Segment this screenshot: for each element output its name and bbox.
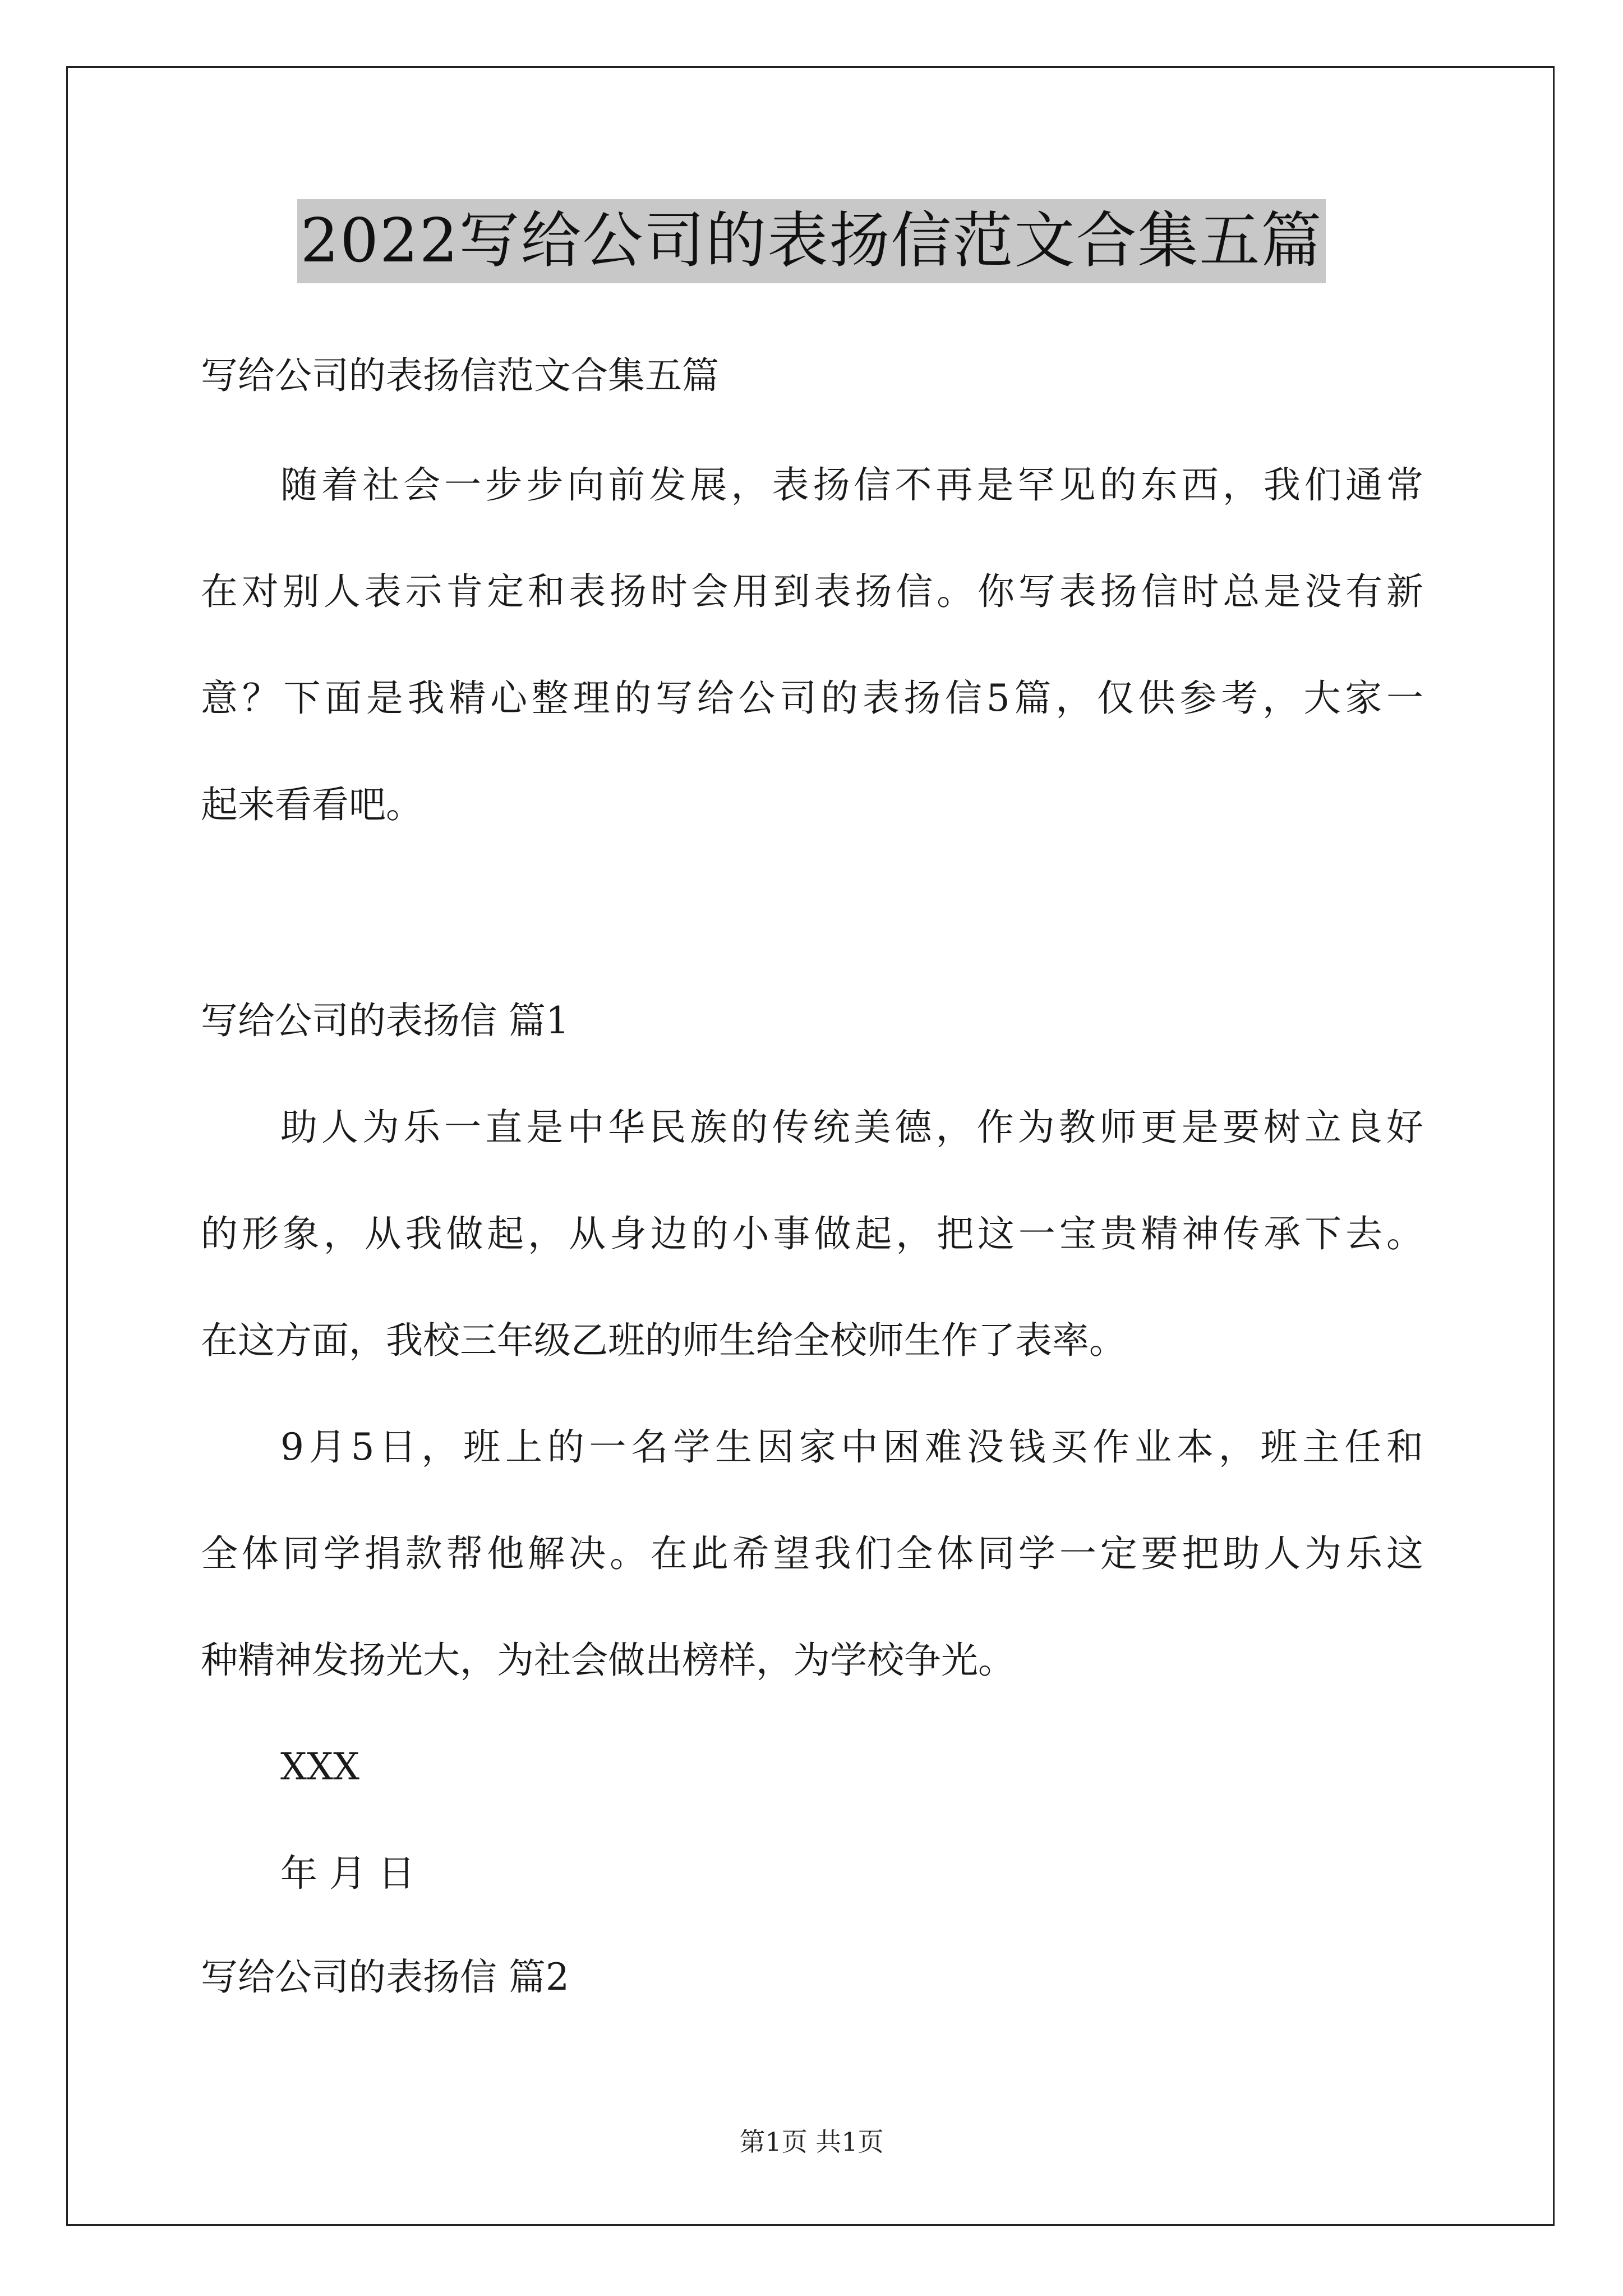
- section-1-para-2-line-3: 种精神发扬光大，为社会做出榜样，为学校争光。: [201, 1639, 1015, 1682]
- signature: XXX: [280, 1745, 359, 1788]
- section-1-para-1-line-3: 在这方面，我校三年级乙班的师生给全校师生作了表率。: [201, 1319, 1126, 1362]
- section-1-para-2-line-1: 9月5日，班上的一名学生因家中困难没钱买作业本，班主任和: [280, 1425, 1423, 1469]
- date-line: 年 月 日: [280, 1852, 415, 1895]
- intro-line-1: 随着社会一步步向前发展，表扬信不再是罕见的东西，我们通常: [280, 463, 1423, 507]
- document-title: 2022写给公司的表扬信范文合集五篇: [297, 199, 1326, 283]
- section-2-heading: 写给公司的表扬信 篇2: [201, 1955, 569, 1999]
- section-1-heading: 写给公司的表扬信 篇1: [201, 999, 569, 1042]
- intro-line-2: 在对别人表示肯定和表扬时会用到表扬信。你写表扬信时总是没有新: [201, 570, 1423, 613]
- document-subtitle: 写给公司的表扬信范文合集五篇: [201, 354, 719, 397]
- intro-line-3: 意？下面是我精心整理的写给公司的表扬信5篇，仅供参考，大家一: [201, 677, 1423, 720]
- section-1-para-1-line-2: 的形象，从我做起，从身边的小事做起，把这一宝贵精神传承下去。: [201, 1212, 1423, 1255]
- section-1-para-1-line-1: 助人为乐一直是中华民族的传统美德，作为教师更是要树立良好: [280, 1106, 1423, 1149]
- section-1-para-2-line-2: 全体同学捐款帮他解决。在此希望我们全体同学一定要把助人为乐这: [201, 1532, 1423, 1575]
- title-container: [0, 199, 1623, 283]
- intro-line-4: 起来看看吧。: [201, 783, 423, 826]
- page-footer: 第1页 共1页: [739, 2127, 884, 2157]
